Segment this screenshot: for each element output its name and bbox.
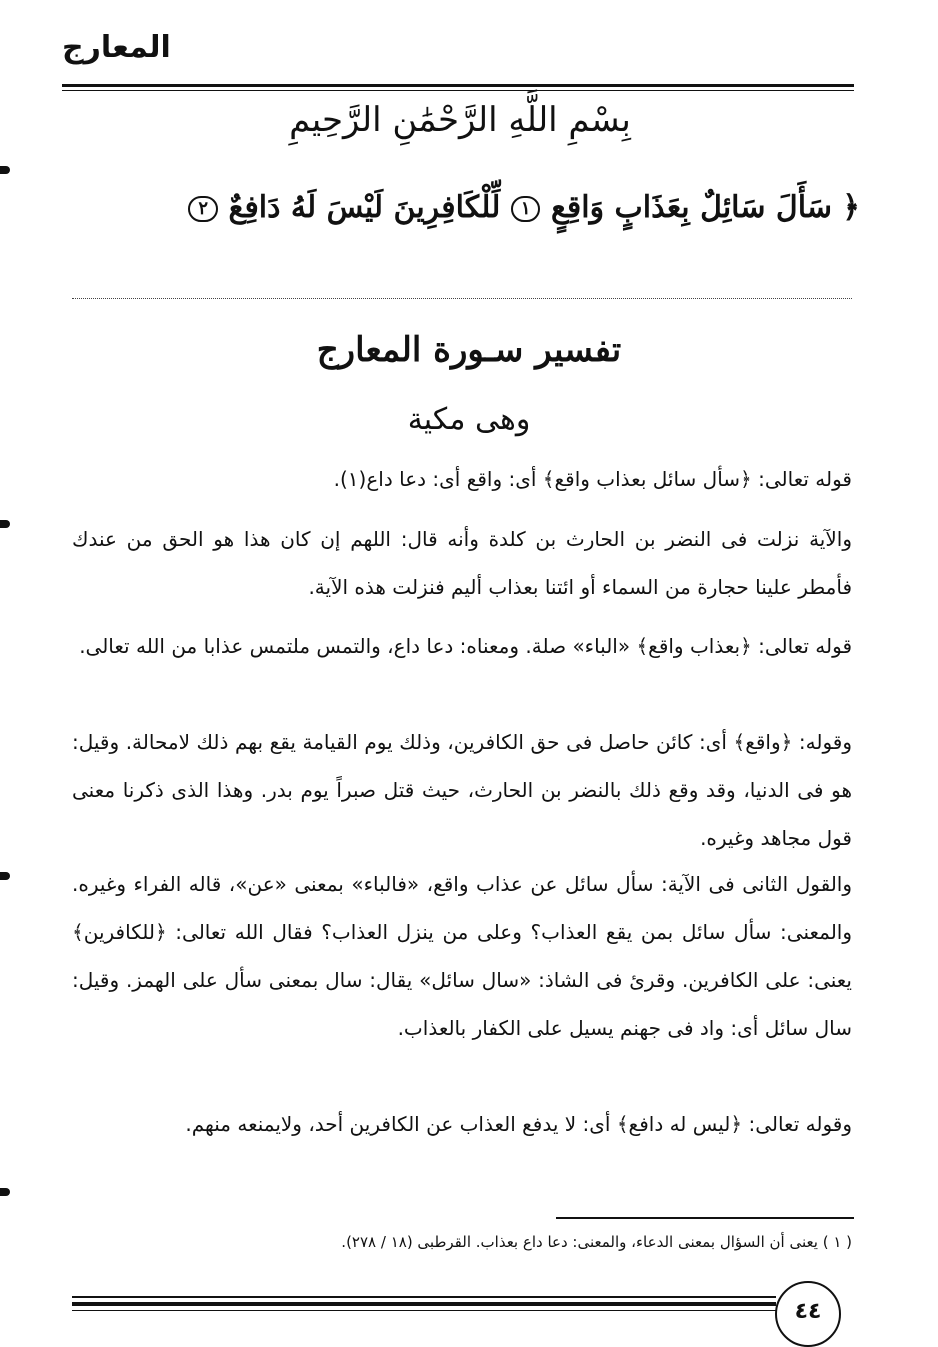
basmala: [200, 100, 720, 140]
header-rule-top: [62, 84, 854, 87]
footer-rule-bottom: [72, 1310, 776, 1311]
page-number: ٤٤: [775, 1281, 841, 1347]
verse-part-1: سَأَلَ سَائِلٌ بِعَذَابٍ وَاقِعٍ: [550, 190, 832, 225]
surah-title: تفسير سـورة المعارج: [316, 330, 622, 370]
basmala-text: بِسْمِ اللَّهِ الرَّحْمَٰنِ الرَّحِيمِ: [289, 100, 631, 140]
running-title: المعارج: [62, 30, 171, 65]
footnote: ( ١ ) يعنى أن السؤال بمعنى الدعاء، والمعنى: دعا داع بعذاب. القرطبى (١٨ / ٢٧٨).: [341, 1233, 852, 1251]
footer-rule-middle: [72, 1302, 776, 1306]
paragraph-2: والآية نزلت فى النضر بن الحارث بن كلدة وأنه قال: اللهم إن كان هذا هو الحق من عندك فأمطر علينا حجارة من السماء أو ائتنا بعذاب أليم فنزلت هذه الآية.: [72, 527, 852, 599]
ayah-marker-1: ١: [511, 196, 541, 222]
margin-mark: [0, 166, 10, 174]
footer-rule-top: [72, 1296, 776, 1298]
verse-open-bracket: ﴿: [842, 190, 860, 225]
ayah-marker-2: ٢: [188, 196, 218, 222]
surah-subtitle: وهى مكية: [407, 402, 531, 437]
margin-mark: [0, 1188, 10, 1196]
paragraph-3: قوله تعالى: ﴿بعذاب واقع﴾ «الباء» صلة. ومعناه: دعا داع، والتمس ملتمس عذابا من الله تعالى.: [79, 634, 852, 658]
verse-part-2: لِّلْكَافِرِينَ لَيْسَ لَهُ دَافِعٌ: [228, 190, 501, 225]
paragraph-4: وقوله: ﴿واقع﴾ أى: كائن حاصل فى حق الكافرين، وذلك يوم القيامة يقع بهم ذلك لامحالة. وقيل: هو فى الدنيا، وقد وقع ذلك بالنضر بن الحارث، حيث قتل صبراً يوم بدر. وهذا الذى ذكرنا معنى قول مجاهد وغيره.: [72, 730, 852, 850]
verse: [60, 178, 860, 238]
paragraph-5: والقول الثانى فى الآية: سأل سائل عن عذاب واقع، «فالباء» بمعنى «عن»، قاله الفراء وغيره. والمعنى: سأل سائل بمن يقع العذاب؟ وعلى من ينزل العذاب؟ فقال الله تعالى: ﴿للكافرين﴾ يعنى: على الكافرين. وقرئ فى الشاذ: «سال سائل» يقال: سال بمعنى سأل على الهمز. وقيل: سال سائل أى: واد فى جهنم يسيل على الكفار بالعذاب.: [72, 872, 852, 1040]
margin-mark: [0, 872, 10, 880]
paragraph-1: قوله تعالى: ﴿سأل سائل بعذاب واقع﴾ أى: واقع أى: دعا داع(١).: [333, 467, 852, 491]
section-divider: [72, 298, 852, 299]
paragraph-6: وقوله تعالى: ﴿ليس له دافع﴾ أى: لا يدفع العذاب عن الكافرين أحد، ولايمنعه منهم.: [185, 1112, 852, 1136]
margin-mark: [0, 520, 10, 528]
footnote-rule: [556, 1217, 854, 1219]
header-rule-bottom: [62, 90, 854, 91]
